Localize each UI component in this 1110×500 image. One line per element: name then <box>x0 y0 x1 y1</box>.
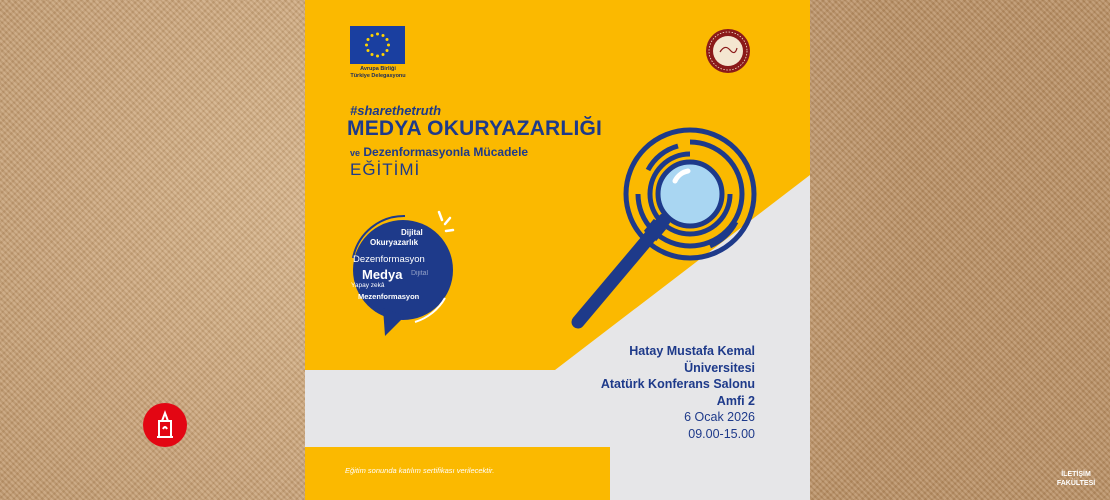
certificate-note: Eğitim sonunda katılım sertifikası verilecektir. <box>345 466 495 475</box>
eu-delegation-caption <box>343 66 413 80</box>
poster-title: MEDYA OKURYAZARLIĞI <box>347 117 603 140</box>
hashtag: #sharethetruth <box>350 103 442 118</box>
venue-line-4: Amfi 2 <box>716 393 755 408</box>
event-date: 6 Ocak 2026 <box>684 410 755 424</box>
event-time: 09.00-15.00 <box>688 426 755 441</box>
right-logo-line-2: FAKÜLTESİ <box>1056 480 1096 487</box>
university-seal-icon <box>705 28 751 74</box>
word-yapay-zeka: Yapay zekâ <box>351 282 385 289</box>
right-logo-line-1: İLETİŞİM <box>1061 471 1091 478</box>
venue-line-2: Üniversitesi <box>684 360 755 375</box>
word-dijital-faded: Dijital <box>411 270 429 277</box>
eu-line-1: Avrupa Birliği <box>360 66 396 72</box>
word-okuryazarlik: Okuryazarlık <box>370 238 419 247</box>
bubble-word-cloud <box>348 222 468 312</box>
word-dezenformasyon: Dezenformasyon <box>353 254 425 265</box>
eu-line-2: Türkiye Delegasyonu <box>350 73 406 79</box>
subtitle-prefix: ve <box>350 148 361 158</box>
iletisim-fakultesi-logo <box>1052 470 1100 488</box>
event-poster <box>305 0 810 500</box>
eu-flag-icon <box>350 26 405 64</box>
subtitle-text: Dezenformasyonla Mücadele <box>363 145 529 159</box>
venue-line-1: Hatay Mustafa Kemal <box>629 344 755 358</box>
faculty-logo-icon[interactable] <box>143 403 187 447</box>
word-medya: Medya <box>362 267 403 282</box>
word-mezenformasyon: Mezenformasyon <box>358 292 420 301</box>
magnifying-glass-icon <box>560 126 760 331</box>
poster-egitimi: EĞİTİMİ <box>350 160 421 179</box>
event-details <box>545 343 755 442</box>
tower-icon <box>143 403 187 447</box>
poster-subtitle <box>350 145 528 159</box>
word-dijital: Dijital <box>401 228 423 237</box>
venue-line-3: Atatürk Konferans Salonu <box>600 377 755 391</box>
